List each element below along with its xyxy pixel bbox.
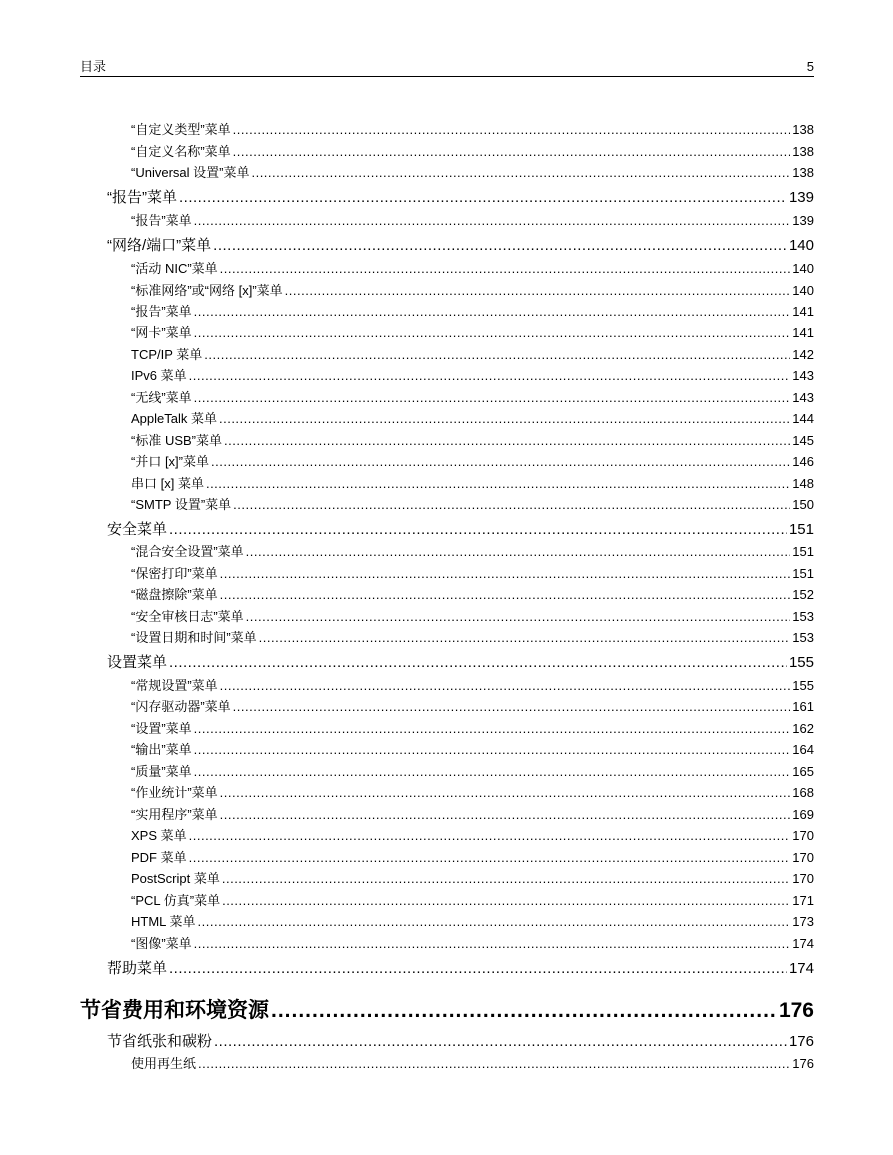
header-page-number: 5 <box>806 59 814 74</box>
toc-dot-leader <box>220 258 791 279</box>
toc-entry-page-number: 141 <box>792 304 814 319</box>
toc-entry-title: “保密打印”菜单 <box>131 566 218 581</box>
toc-entry[interactable] <box>131 141 814 162</box>
toc-entry-page-number: 148 <box>792 476 814 491</box>
toc-entry-title: “输出”菜单 <box>131 742 192 757</box>
toc-entry[interactable] <box>131 675 814 696</box>
header-section-title: 目录 <box>80 59 107 74</box>
toc-dot-leader <box>271 995 777 1027</box>
toc-entry-title: “报告”菜单 <box>131 213 192 228</box>
toc-entry-page-number: 176 <box>792 1056 814 1071</box>
toc-entry[interactable] <box>131 494 814 515</box>
toc-entry[interactable] <box>131 541 814 562</box>
toc-dot-leader <box>220 675 791 696</box>
toc-dot-leader <box>233 494 790 515</box>
toc-dot-leader <box>246 606 791 627</box>
toc-dot-leader <box>169 518 787 542</box>
toc-entry[interactable] <box>107 186 814 210</box>
toc-entry-page-number: 151 <box>788 521 814 538</box>
toc-entry-page-number: 161 <box>792 699 814 714</box>
toc-entry-title: “Universal 设置”菜单 <box>131 165 250 180</box>
toc-entry-page-number: 155 <box>792 678 814 693</box>
toc-entry[interactable] <box>131 344 814 365</box>
toc-entry-title: TCP/IP 菜单 <box>131 347 203 362</box>
toc-entry-page-number: 155 <box>788 654 814 671</box>
toc-dot-leader <box>189 825 791 846</box>
toc-dot-leader <box>194 718 791 739</box>
toc-entry-page-number: 141 <box>792 325 814 340</box>
toc-dot-leader <box>194 210 791 231</box>
toc-dot-leader <box>179 186 787 210</box>
toc-dot-leader <box>259 627 791 648</box>
toc-dot-leader <box>246 541 791 562</box>
toc-entry-page-number: 173 <box>792 914 814 929</box>
toc-entry[interactable] <box>131 718 814 739</box>
toc-entry-title: “自定义类型”菜单 <box>131 122 231 137</box>
toc-dot-leader <box>169 651 787 675</box>
toc-entry-page-number: 145 <box>792 433 814 448</box>
toc-entry[interactable] <box>80 995 814 1027</box>
toc-dot-leader <box>194 387 791 408</box>
toc-entry[interactable] <box>131 782 814 803</box>
toc-entry-title: “磁盘擦除”菜单 <box>131 587 218 602</box>
toc-dot-leader <box>233 119 791 140</box>
toc-entry-title: AppleTalk 菜单 <box>131 411 217 426</box>
toc-dot-leader <box>220 584 791 605</box>
toc-entry-title: “设置日期和时间”菜单 <box>131 630 257 645</box>
toc-dot-leader <box>194 761 791 782</box>
toc-entry-page-number: 143 <box>792 390 814 405</box>
toc-entry-title: “SMTP 设置”菜单 <box>131 497 232 512</box>
toc-entry-page-number: 162 <box>792 721 814 736</box>
toc-dot-leader <box>214 1030 787 1054</box>
toc-entry-page-number: 153 <box>792 630 814 645</box>
toc-dot-leader <box>222 868 790 889</box>
toc-entry[interactable] <box>131 430 814 451</box>
toc-entry-page-number: 164 <box>792 742 814 757</box>
toc-entry-title: “混合安全设置”菜单 <box>131 544 244 559</box>
toc-entry-title: IPv6 菜单 <box>131 368 187 383</box>
toc-dot-leader <box>189 365 791 386</box>
toc-entry-page-number: 165 <box>792 764 814 779</box>
toc-entry[interactable] <box>131 890 814 911</box>
toc-entry-page-number: 174 <box>792 936 814 951</box>
toc-entry-page-number: 152 <box>792 587 814 602</box>
toc-entry[interactable] <box>131 911 814 932</box>
toc-entry-title: “实用程序”菜单 <box>131 807 218 822</box>
toc-entry[interactable] <box>107 518 814 542</box>
toc-entry[interactable] <box>131 473 814 494</box>
toc-dot-leader <box>189 847 791 868</box>
toc-entry[interactable] <box>131 847 814 868</box>
toc-entry[interactable] <box>107 1030 814 1054</box>
toc-entry[interactable] <box>131 606 814 627</box>
toc-entry-title: “报告”菜单 <box>131 304 192 319</box>
toc-entry-page-number: 168 <box>792 785 814 800</box>
toc-entry-page-number: 139 <box>792 213 814 228</box>
toc-entry-title: “自定义名称”菜单 <box>131 144 231 159</box>
toc-dot-leader <box>251 162 790 183</box>
toc-entry-page-number: 171 <box>792 893 814 908</box>
toc-entry[interactable] <box>131 387 814 408</box>
toc-dot-leader <box>233 696 791 717</box>
toc-entry-title: 节省纸张和碳粉 <box>107 1033 213 1050</box>
toc-dot-leader <box>220 782 791 803</box>
toc-dot-leader <box>194 322 791 343</box>
toc-entry[interactable] <box>131 1053 814 1074</box>
toc-entry-page-number: 144 <box>792 411 814 426</box>
toc-entry[interactable] <box>131 280 814 301</box>
toc-entry-page-number: 146 <box>792 454 814 469</box>
toc-entry-title: “设置”菜单 <box>131 721 192 736</box>
toc-entry[interactable] <box>131 868 814 889</box>
toc-entry-title: “报告”菜单 <box>107 189 177 206</box>
toc-entry-title: 安全菜单 <box>107 521 168 538</box>
toc-entry-page-number: 140 <box>792 261 814 276</box>
toc-dot-leader <box>220 563 791 584</box>
toc-dot-leader <box>213 234 787 258</box>
toc-dot-leader <box>222 890 790 911</box>
toc-dot-leader <box>204 344 790 365</box>
toc-entry[interactable] <box>131 825 814 846</box>
toc-entry-title: “网卡”菜单 <box>131 325 192 340</box>
toc-entry-page-number: 140 <box>788 237 814 254</box>
toc-entry-page-number: 151 <box>792 566 814 581</box>
toc-entry-page-number: 170 <box>792 828 814 843</box>
toc-entry-title: 节省费用和环境资源 <box>80 999 269 1022</box>
toc-entry[interactable] <box>131 451 814 472</box>
toc-entry-title: PostScript 菜单 <box>131 871 220 886</box>
toc-entry-title: “标准 USB”菜单 <box>131 433 223 448</box>
toc-dot-leader <box>198 911 791 932</box>
toc-entry[interactable] <box>131 739 814 760</box>
page-header <box>80 58 814 77</box>
toc-dot-leader <box>233 141 791 162</box>
toc-entry[interactable] <box>131 584 814 605</box>
toc-entry[interactable] <box>107 651 814 675</box>
toc-entry-title: 帮助菜单 <box>107 960 168 977</box>
toc-entry-page-number: 153 <box>792 609 814 624</box>
toc-entry-title: “活动 NIC”菜单 <box>131 261 218 276</box>
toc-entry-page-number: 139 <box>788 189 814 206</box>
toc-entry[interactable] <box>107 234 814 258</box>
toc-entry-title: 使用再生纸 <box>131 1056 197 1071</box>
toc-entry-page-number: 169 <box>792 807 814 822</box>
toc-entry-page-number: 150 <box>792 497 814 512</box>
toc-entry-title: “无线”菜单 <box>131 390 192 405</box>
toc-entry-title: HTML 菜单 <box>131 914 196 929</box>
toc-entry[interactable] <box>131 162 814 183</box>
toc-entry-title: 串口 [x] 菜单 <box>131 476 204 491</box>
toc-entry[interactable] <box>131 258 814 279</box>
toc-entry-title: “图像”菜单 <box>131 936 192 951</box>
toc-entry[interactable] <box>131 301 814 322</box>
toc-entry-title: “闪存驱动器”菜单 <box>131 699 231 714</box>
toc-entry-title: PDF 菜单 <box>131 850 187 865</box>
toc-entry-page-number: 138 <box>792 165 814 180</box>
toc-entry-page-number: 174 <box>788 960 814 977</box>
toc-entry-title: “安全审核日志”菜单 <box>131 609 244 624</box>
toc-entry-page-number: 140 <box>792 283 814 298</box>
toc-entry[interactable] <box>131 761 814 782</box>
toc-entry-page-number: 138 <box>792 144 814 159</box>
toc-entry-page-number: 138 <box>792 122 814 137</box>
toc-entry[interactable] <box>131 210 814 231</box>
toc-entry-title: “网络/端口”菜单 <box>107 237 212 254</box>
toc-entry-title: “PCL 仿真”菜单 <box>131 893 221 908</box>
toc-entry-page-number: 143 <box>792 368 814 383</box>
toc-dot-leader <box>194 933 791 954</box>
toc-entry[interactable] <box>131 322 814 343</box>
toc-dot-leader <box>194 301 791 322</box>
toc-entry[interactable] <box>131 408 814 429</box>
toc-dot-leader <box>285 280 791 301</box>
toc-entry[interactable] <box>107 957 814 981</box>
toc-entry-title: 设置菜单 <box>107 654 168 671</box>
toc-dot-leader <box>198 1053 790 1074</box>
toc-dot-leader <box>211 451 790 472</box>
toc-entry-page-number: 170 <box>792 850 814 865</box>
toc-entry[interactable] <box>131 119 814 140</box>
toc-entry[interactable] <box>131 627 814 648</box>
toc-entry[interactable] <box>131 804 814 825</box>
toc-entry-page-number: 176 <box>778 999 814 1022</box>
toc-entry-title: XPS 菜单 <box>131 828 187 843</box>
toc-entry-title: “质量”菜单 <box>131 764 192 779</box>
toc-entry[interactable] <box>131 933 814 954</box>
toc-entry-page-number: 142 <box>792 347 814 362</box>
toc-entry-title: “标准网络”或“网络 [x]”菜单 <box>131 283 283 298</box>
toc-entry-page-number: 170 <box>792 871 814 886</box>
toc-entry[interactable] <box>131 563 814 584</box>
toc-dot-leader <box>169 957 787 981</box>
toc-dot-leader <box>224 430 790 451</box>
toc-entry[interactable] <box>131 696 814 717</box>
toc-dot-leader <box>220 804 791 825</box>
toc-entry-title: “常规设置”菜单 <box>131 678 218 693</box>
toc-entry[interactable] <box>131 365 814 386</box>
toc-dot-leader <box>206 473 790 494</box>
toc-entry-title: “并口 [x]”菜单 <box>131 454 209 469</box>
toc-dot-leader <box>219 408 790 429</box>
toc-entry-title: “作业统计”菜单 <box>131 785 218 800</box>
toc-entry-page-number: 176 <box>788 1033 814 1050</box>
toc-dot-leader <box>194 739 791 760</box>
toc-entry-page-number: 151 <box>792 544 814 559</box>
